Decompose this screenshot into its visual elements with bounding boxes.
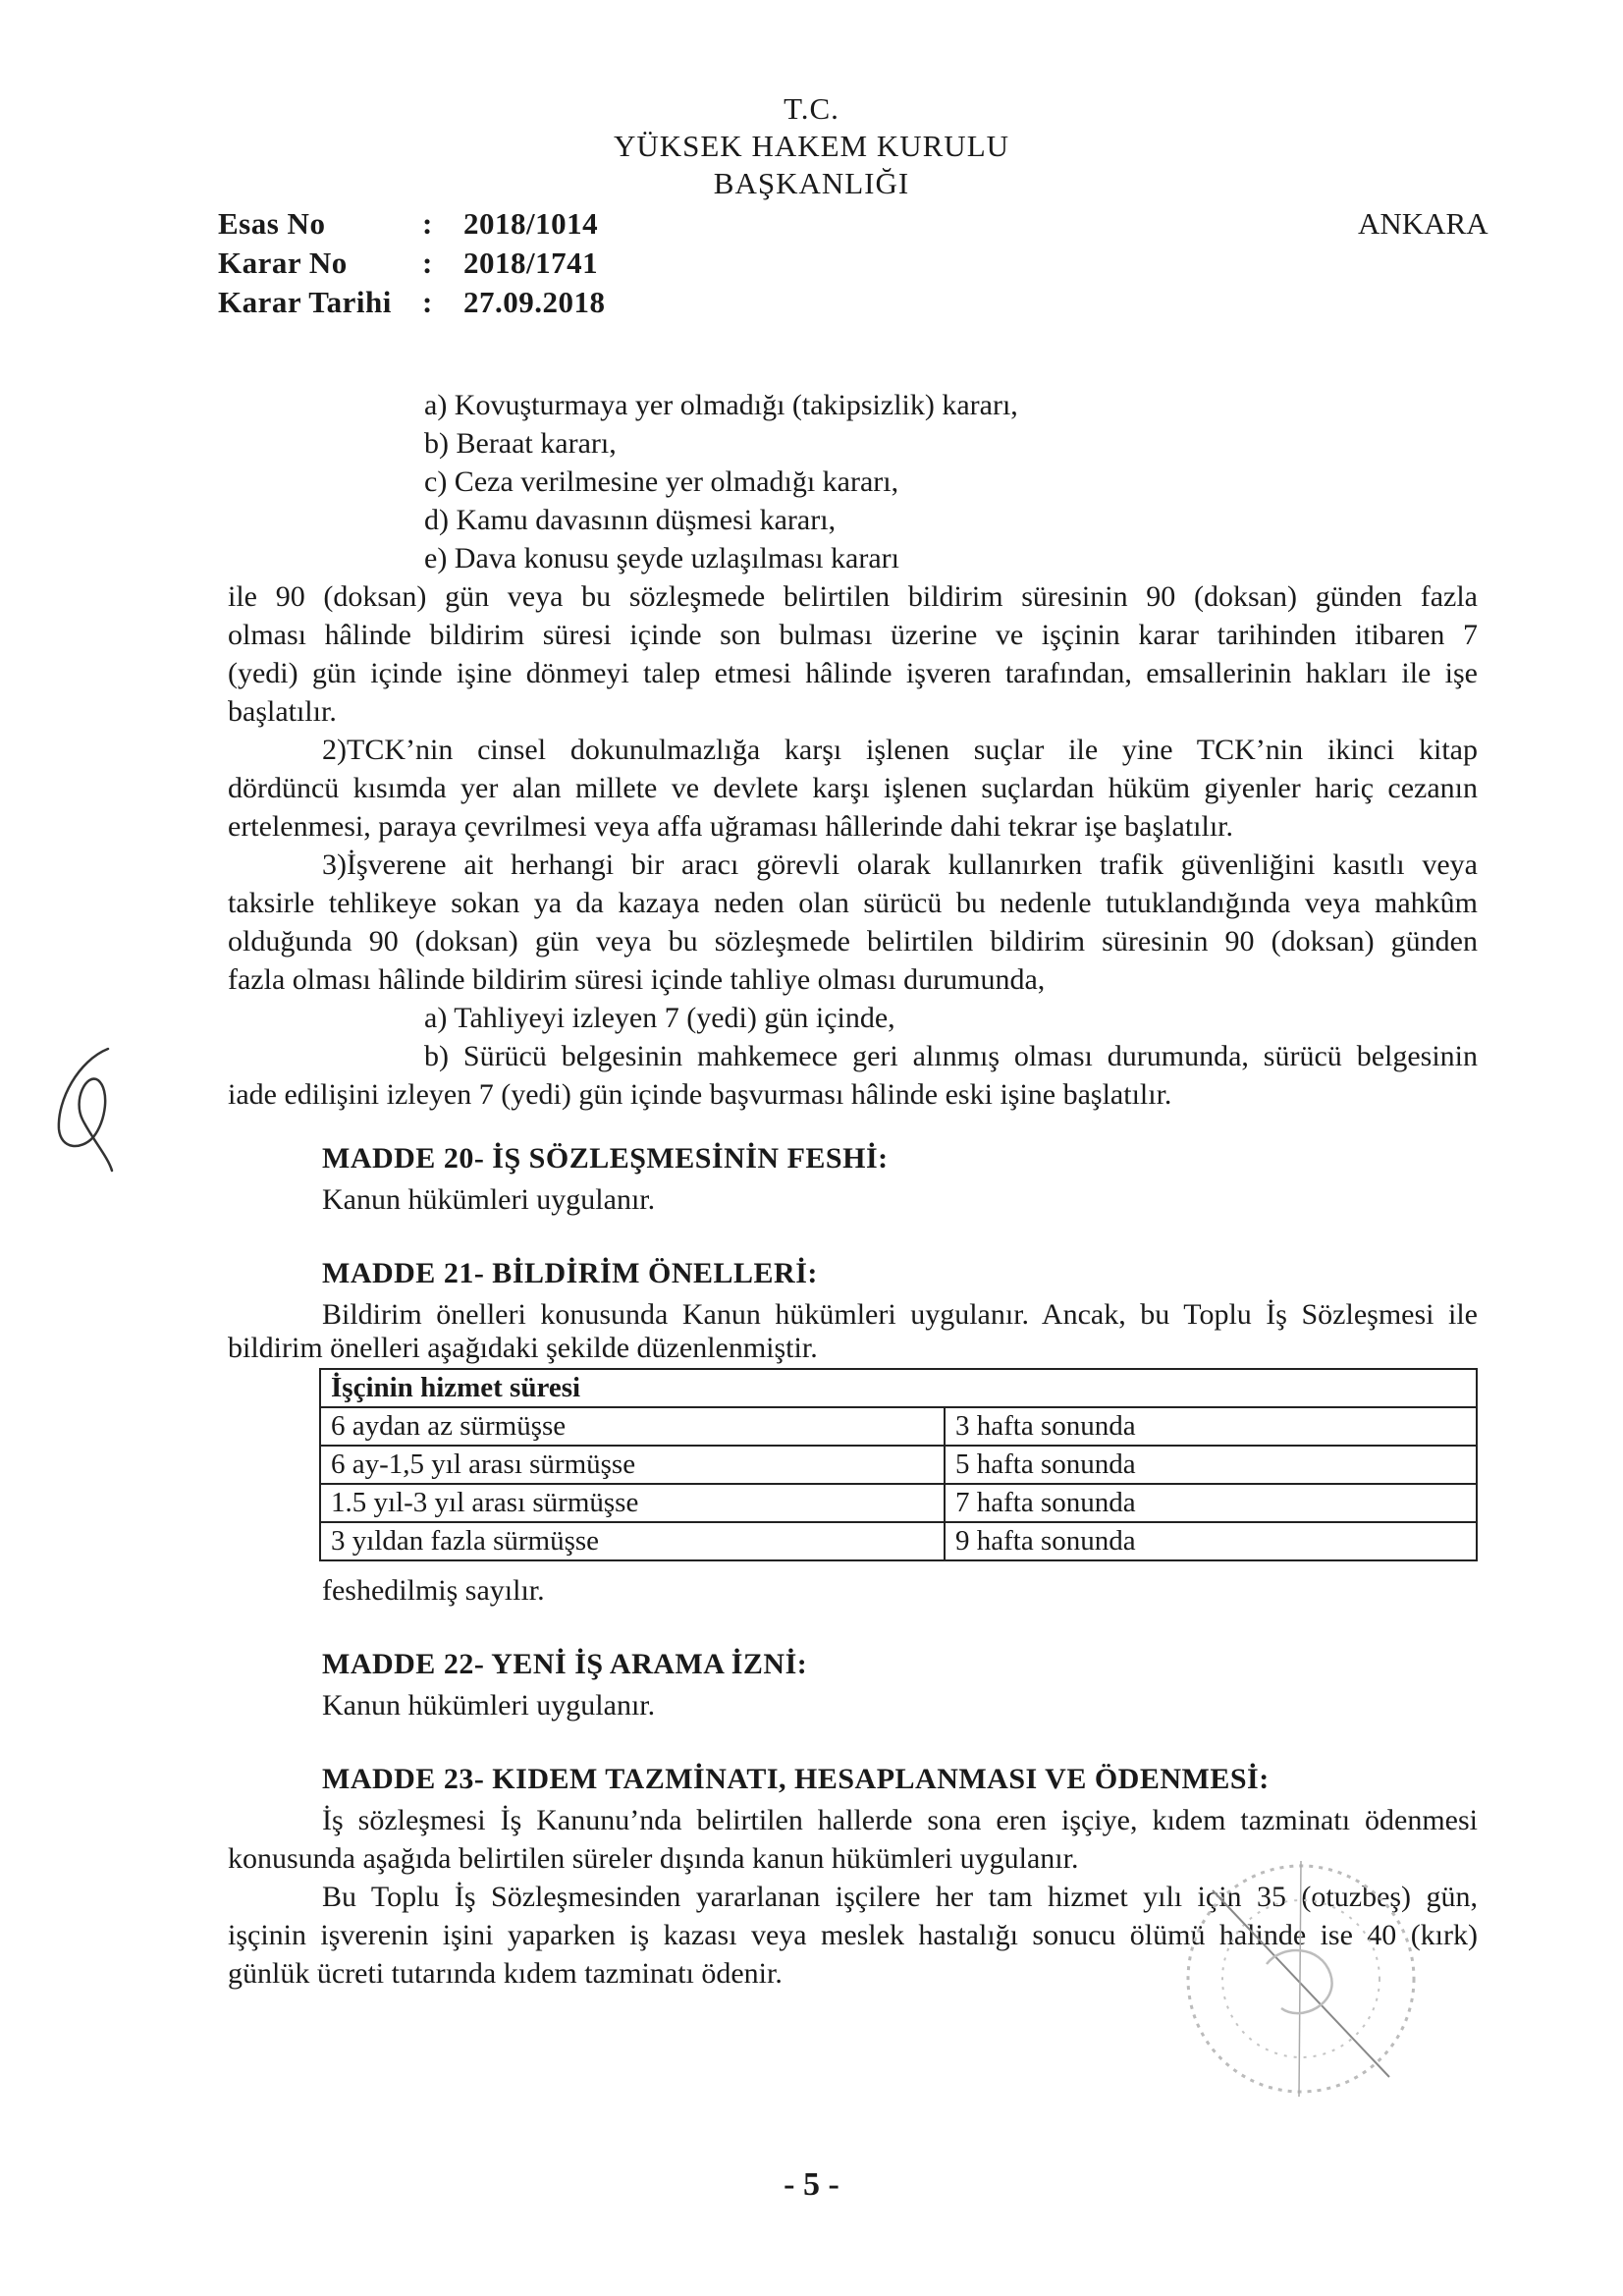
notice-period-cell: 3 hafta sonunda xyxy=(945,1407,1477,1446)
esas-value: 2018/1014 xyxy=(463,206,599,241)
handwritten-signature xyxy=(39,1041,147,1178)
service-period-cell: 6 ay-1,5 yıl arası sürmüşse xyxy=(320,1446,945,1484)
para3-item-b: b) Sürücü belgesinin mahkemece geri alınmış olması durumunda, sürücü belgesinin xyxy=(424,1040,1478,1072)
service-period-cell: 1.5 yıl-3 yıl arası sürmüşse xyxy=(320,1484,945,1522)
table-header-row xyxy=(320,1369,1477,1407)
header-city: ANKARA xyxy=(1358,206,1488,241)
karar-label: Karar No xyxy=(218,246,348,280)
para2-line: ertelenmesi, paraya çevrilmesi veya affa uğraması hâllerinde dahi tekrar işe başlatılır. xyxy=(228,810,1233,843)
para1-line: olması hâlinde bildirim süresi içinde son bulması üzerine ve işçinin karar tarihinden itibaren 7 xyxy=(228,619,1478,651)
header-institution: YÜKSEK HAKEM KURULU xyxy=(613,129,1010,163)
madde23-line: konusunda aşağıda belirtilen süreler dışında kanun hükümleri uygulanır. xyxy=(228,1842,1079,1875)
para2-line: dördüncü kısımda yer alan millete ve devlete karşı işlenen suçlardan hüküm giyenler hariç cezanın xyxy=(228,772,1478,804)
service-period-cell: 3 yıldan fazla sürmüşse xyxy=(320,1522,945,1560)
madde20-heading: MADDE 20- İŞ SÖZLEŞMESİNİN FESHİ: xyxy=(322,1142,889,1175)
tarih-label: Karar Tarihi xyxy=(218,285,392,319)
madde21-line: bildirim önelleri aşağıdaki şekilde düzenlenmiştir. xyxy=(228,1332,818,1364)
madde21-heading: MADDE 21- BİLDİRİM ÖNELLERİ: xyxy=(322,1257,818,1289)
para1-line: (yedi) gün içinde işine dönmeyi talep etmesi hâlinde işveren tarafından, emsallerinin hakları ile işe xyxy=(228,657,1478,689)
madde21-line: Bildirim önelleri konusunda Kanun hükümleri uygulanır. Ancak, bu Toplu İş Sözleşmesi ile xyxy=(322,1298,1478,1331)
madde23-line: Bu Toplu İş Sözleşmesinden yararlanan işçilere her tam hizmet yılı için 35 (otuzbeş) gün, xyxy=(322,1881,1478,1913)
table-row xyxy=(320,1522,1477,1560)
service-period-cell: 6 aydan az sürmüşse xyxy=(320,1407,945,1446)
esas-row xyxy=(218,206,630,244)
madde22-heading: MADDE 22- YENİ İŞ ARAMA İZNİ: xyxy=(322,1648,808,1680)
esas-colon: : xyxy=(422,206,433,241)
notice-period-table xyxy=(319,1368,1478,1561)
header-tc: T.C. xyxy=(784,91,839,126)
case-meta xyxy=(218,206,630,324)
table-row xyxy=(320,1446,1477,1484)
list-item: c) Ceza verilmesine yer olmadığı kararı, xyxy=(424,465,899,498)
list-item: d) Kamu davasının düşmesi kararı, xyxy=(424,504,837,536)
karar-colon: : xyxy=(422,246,433,280)
karar-row xyxy=(218,246,630,283)
notice-period-cell: 7 hafta sonunda xyxy=(945,1484,1477,1522)
para3-line: taksirle tehlikeye sokan ya da kazaya neden olan sürücü bu nedenle tutuklandığında veya mahkûm xyxy=(228,887,1478,919)
madde21-after: feshedilmiş sayılır. xyxy=(322,1574,545,1607)
header-presidency: BAŞKANLIĞI xyxy=(713,166,910,200)
table-header-cell: İşçinin hizmet süresi xyxy=(320,1369,1477,1407)
para1-line: başlatılır. xyxy=(228,695,337,728)
para3-line: fazla olması hâlinde bildirim süresi içinde tahliye olması durumunda, xyxy=(228,963,1046,996)
madde23-line: İş sözleşmesi İş Kanunu’nda belirtilen hallerde sona eren işçiye, kıdem tazminatı ödenmesi xyxy=(322,1804,1478,1836)
page-number: - 5 - xyxy=(784,2166,839,2203)
madde20-body: Kanun hükümleri uygulanır. xyxy=(322,1183,656,1216)
notice-period-cell: 9 hafta sonunda xyxy=(945,1522,1477,1560)
para3-item-b-cont: iade edilişini izleyen 7 (yedi) gün içinde başvurması hâlinde eski işine başlatılır. xyxy=(228,1078,1172,1111)
tarih-value: 27.09.2018 xyxy=(463,285,606,319)
list-item: e) Dava konusu şeyde uzlaşılması kararı xyxy=(424,542,899,574)
madde23-line: işçinin işverenin işini yaparken iş kazası veya meslek hastalığı sonucu ölümü halinde ise 40 (kırk) xyxy=(228,1919,1478,1951)
madde23-heading: MADDE 23- KIDEM TAZMİNATI, HESAPLANMASI VE ÖDENMESİ: xyxy=(322,1763,1270,1795)
para2-line: 2)TCK’nin cinsel dokunulmazlığa karşı işlenen suçlar ile yine TCK’nin ikinci kitap xyxy=(322,734,1478,766)
notice-period-cell: 5 hafta sonunda xyxy=(945,1446,1477,1484)
table-row xyxy=(320,1484,1477,1522)
list-item: b) Beraat kararı, xyxy=(424,427,617,460)
tarih-row xyxy=(218,285,630,322)
para3-line: 3)İşverene ait herhangi bir aracı görevli olarak kullanırken trafik güvenliğini kasıtlı veya xyxy=(322,848,1478,881)
karar-value: 2018/1741 xyxy=(463,246,599,280)
para3-line: olduğunda 90 (doksan) gün veya bu sözleşmede belirtilen bildirim süresinin 90 (doksan) günden xyxy=(228,925,1478,957)
list-item: a) Kovuşturmaya yer olmadığı (takipsizlik) kararı, xyxy=(424,389,1018,421)
madde22-body: Kanun hükümleri uygulanır. xyxy=(322,1689,656,1722)
para1-line: ile 90 (doksan) gün veya bu sözleşmede belirtilen bildirim süresinin 90 (doksan) günden fazla xyxy=(228,580,1478,613)
para3-item-a: a) Tahliyeyi izleyen 7 (yedi) gün içinde, xyxy=(424,1002,895,1034)
tarih-colon: : xyxy=(422,285,433,319)
official-stamp xyxy=(1173,1851,1429,2106)
esas-label: Esas No xyxy=(218,206,326,241)
madde23-line: günlük ücreti tutarında kıdem tazminatı ödenir. xyxy=(228,1957,783,1990)
table-row xyxy=(320,1407,1477,1446)
